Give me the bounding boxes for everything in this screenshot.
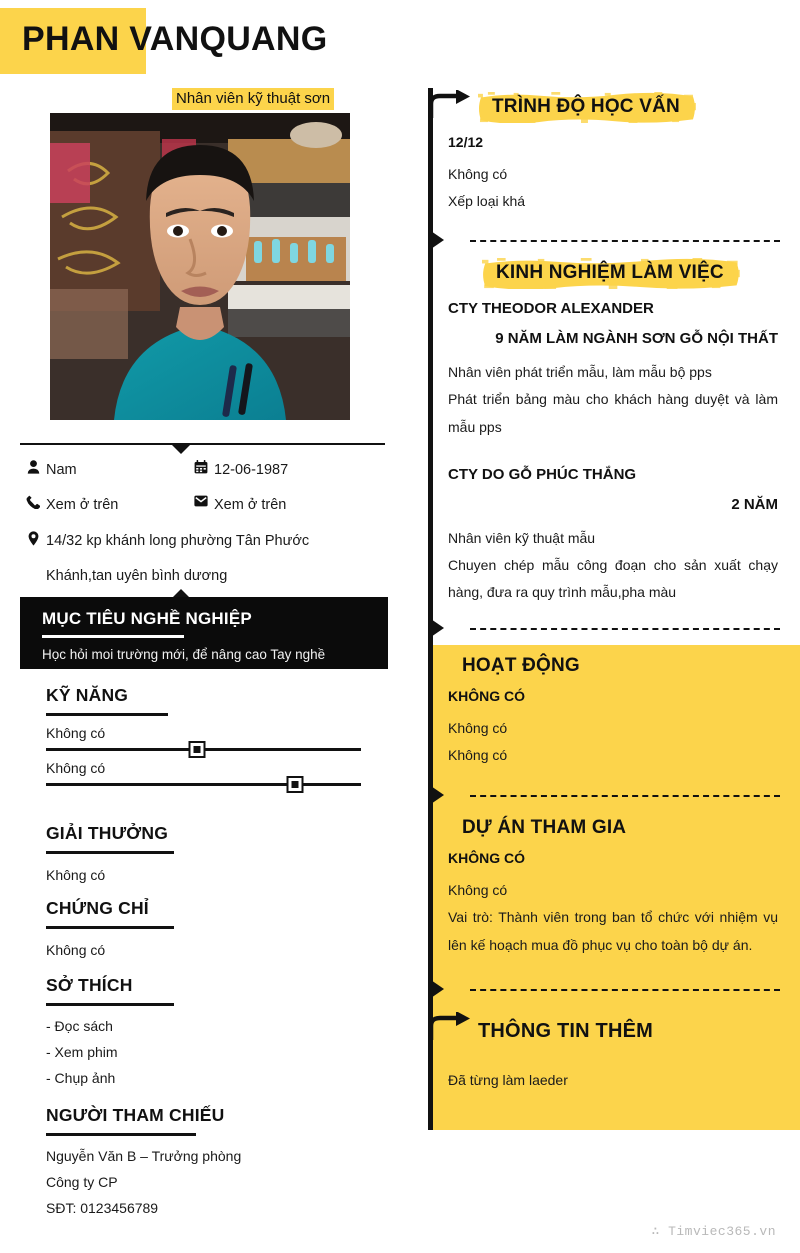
contact-row (20, 459, 385, 481)
additional-info-heading: THÔNG TIN THÊM (478, 1020, 654, 1042)
job-duration: 9 NĂM LÀM NGÀNH SƠN GỖ NỘI THẤT (495, 330, 778, 347)
awards-section (46, 823, 386, 889)
phone-icon (20, 494, 46, 509)
address-line-1: 14/32 kp khánh long phường Tân Phước (46, 532, 310, 549)
job-description-line: Nhân viên phát triển mẫu, làm mẫu bộ pps (448, 364, 712, 380)
skills-section (46, 685, 386, 786)
portrait-illustration (50, 113, 350, 420)
education-heading: TRÌNH ĐỘ HỌC VẤN (492, 96, 680, 117)
calendar-icon (188, 459, 214, 474)
hobbies-section (46, 975, 386, 1092)
hobby-item: - Chụp ảnh (46, 1069, 116, 1086)
hobby-item: - Đọc sách (46, 1018, 113, 1034)
experience-job (448, 300, 778, 441)
career-objective-body: Học hỏi moi trường mới, để nâng cao Tay nghề (42, 647, 326, 662)
projects-heading: DỰ ÁN THAM GIA (462, 817, 627, 838)
job-company: CTY THEODOR ALEXANDER (448, 300, 654, 317)
skill-slider-track[interactable] (46, 783, 361, 786)
timeline-node-marker (428, 617, 444, 639)
project-line: Vai trò: Thành viên trong ban tổ chức với nhiệm vụ lên kế hoạch mua đồ phục vụ cho toàn bộ dự án. (448, 909, 778, 953)
skills-heading: KỸ NĂNG (46, 685, 129, 705)
education-grade: Xếp loại khá (448, 193, 526, 210)
job-description-line: Phát triển bảng màu cho khách hàng duyệt và làm mẫu pps (448, 391, 778, 435)
section-divider (470, 628, 780, 630)
contact-row (20, 530, 385, 552)
envelope-icon (188, 494, 214, 507)
activity-line: Không có (448, 720, 508, 736)
contact-address (20, 530, 380, 552)
certificates-heading: CHỨNG CHỈ (46, 898, 149, 918)
education-heading-highlight (478, 92, 696, 123)
additional-info-section (420, 1020, 800, 1094)
contact-gender (20, 459, 188, 481)
skill-slider-track[interactable] (46, 748, 361, 751)
awards-body: Không có (46, 867, 106, 883)
activities-heading: HOẠT ĐỘNG (462, 655, 580, 676)
reference-line: Nguyễn Văn B – Trưởng phòng (46, 1148, 242, 1164)
references-heading: NGƯỜI THAM CHIẾU (46, 1105, 225, 1125)
hobbies-heading: SỞ THÍCH (46, 975, 133, 995)
location-pin-icon (20, 530, 46, 546)
contact-birthday (188, 459, 356, 481)
email-value: Xem ở trên (214, 497, 287, 514)
experience-job (448, 466, 778, 607)
skill-item (46, 751, 386, 786)
job-title: Nhân viên kỹ thuật sơn (172, 88, 334, 110)
certificates-body: Không có (46, 942, 106, 958)
job-description-line: Chuyen chép mẫu công đoạn cho sản xuất chạy hàng, đưa ra quy trình mẫu,pha màu (448, 557, 778, 601)
timeline-node-marker (428, 784, 444, 806)
contact-block (20, 443, 385, 600)
triangle-down-icon (172, 445, 190, 454)
experience-heading: KINH NGHIỆM LÀM VIỆC (496, 262, 724, 283)
contact-phone (20, 494, 188, 516)
timeline-node-marker (428, 229, 444, 251)
section-divider (470, 795, 780, 797)
timeline-hook-arrow-icon (428, 1012, 472, 1042)
certificates-section (46, 898, 386, 964)
projects-subheading: KHÔNG CÓ (448, 850, 525, 866)
reference-line: SĐT: 0123456789 (46, 1199, 159, 1216)
experience-heading-highlight (482, 258, 740, 289)
applicant-portrait-photo (50, 113, 350, 420)
birthday-value: 12-06-1987 (214, 462, 289, 478)
timeline-hook-arrow-icon (428, 90, 472, 120)
phone-value: Xem ở trên (46, 497, 119, 514)
hobby-item: - Xem phim (46, 1043, 118, 1060)
section-divider (470, 989, 780, 991)
projects-section (420, 817, 800, 959)
career-objective-heading: MỤC TIÊU NGHỀ NGHIỆP (42, 609, 252, 628)
job-company: CTY DO GỖ PHÚC THẮNG (448, 465, 637, 483)
address-line-2: Khánh,tan uyên bình dương (46, 568, 228, 585)
right-column (420, 0, 800, 1253)
page-title: PHAN VANQUANG (22, 20, 328, 58)
skill-label: Không có (46, 760, 106, 776)
contact-row (20, 494, 385, 516)
reference-line: Công ty CP (46, 1173, 118, 1190)
references-section (46, 1105, 386, 1222)
education-school: Không có (448, 166, 508, 182)
job-description-line: Nhân viên kỹ thuật mẫu (448, 529, 596, 546)
section-divider (470, 240, 780, 242)
person-icon (20, 459, 46, 474)
contact-top-rule (20, 443, 385, 445)
skill-slider-handle[interactable] (288, 778, 301, 791)
additional-info-body: Đã từng làm laeder (448, 1072, 568, 1088)
activity-line: Không có (448, 747, 508, 764)
education-period: 12/12 (448, 134, 484, 150)
skill-slider-handle[interactable] (191, 743, 204, 756)
heading-underline (42, 635, 184, 638)
skill-label: Không có (46, 725, 106, 741)
project-line: Không có (448, 882, 508, 898)
education-section (420, 92, 800, 216)
activities-subheading: KHÔNG CÓ (448, 688, 525, 704)
site-watermark: ∴ Timviec365.vn (651, 1224, 776, 1239)
awards-heading: GIẢI THƯỞNG (46, 823, 169, 843)
career-objective-block (20, 597, 388, 669)
contact-email (188, 494, 356, 516)
activities-section (420, 655, 800, 770)
experience-section (420, 258, 800, 607)
skill-item (46, 716, 386, 751)
gender-value: Nam (46, 462, 77, 478)
job-duration: 2 NĂM (731, 495, 778, 513)
timeline-node-marker (428, 978, 444, 1000)
